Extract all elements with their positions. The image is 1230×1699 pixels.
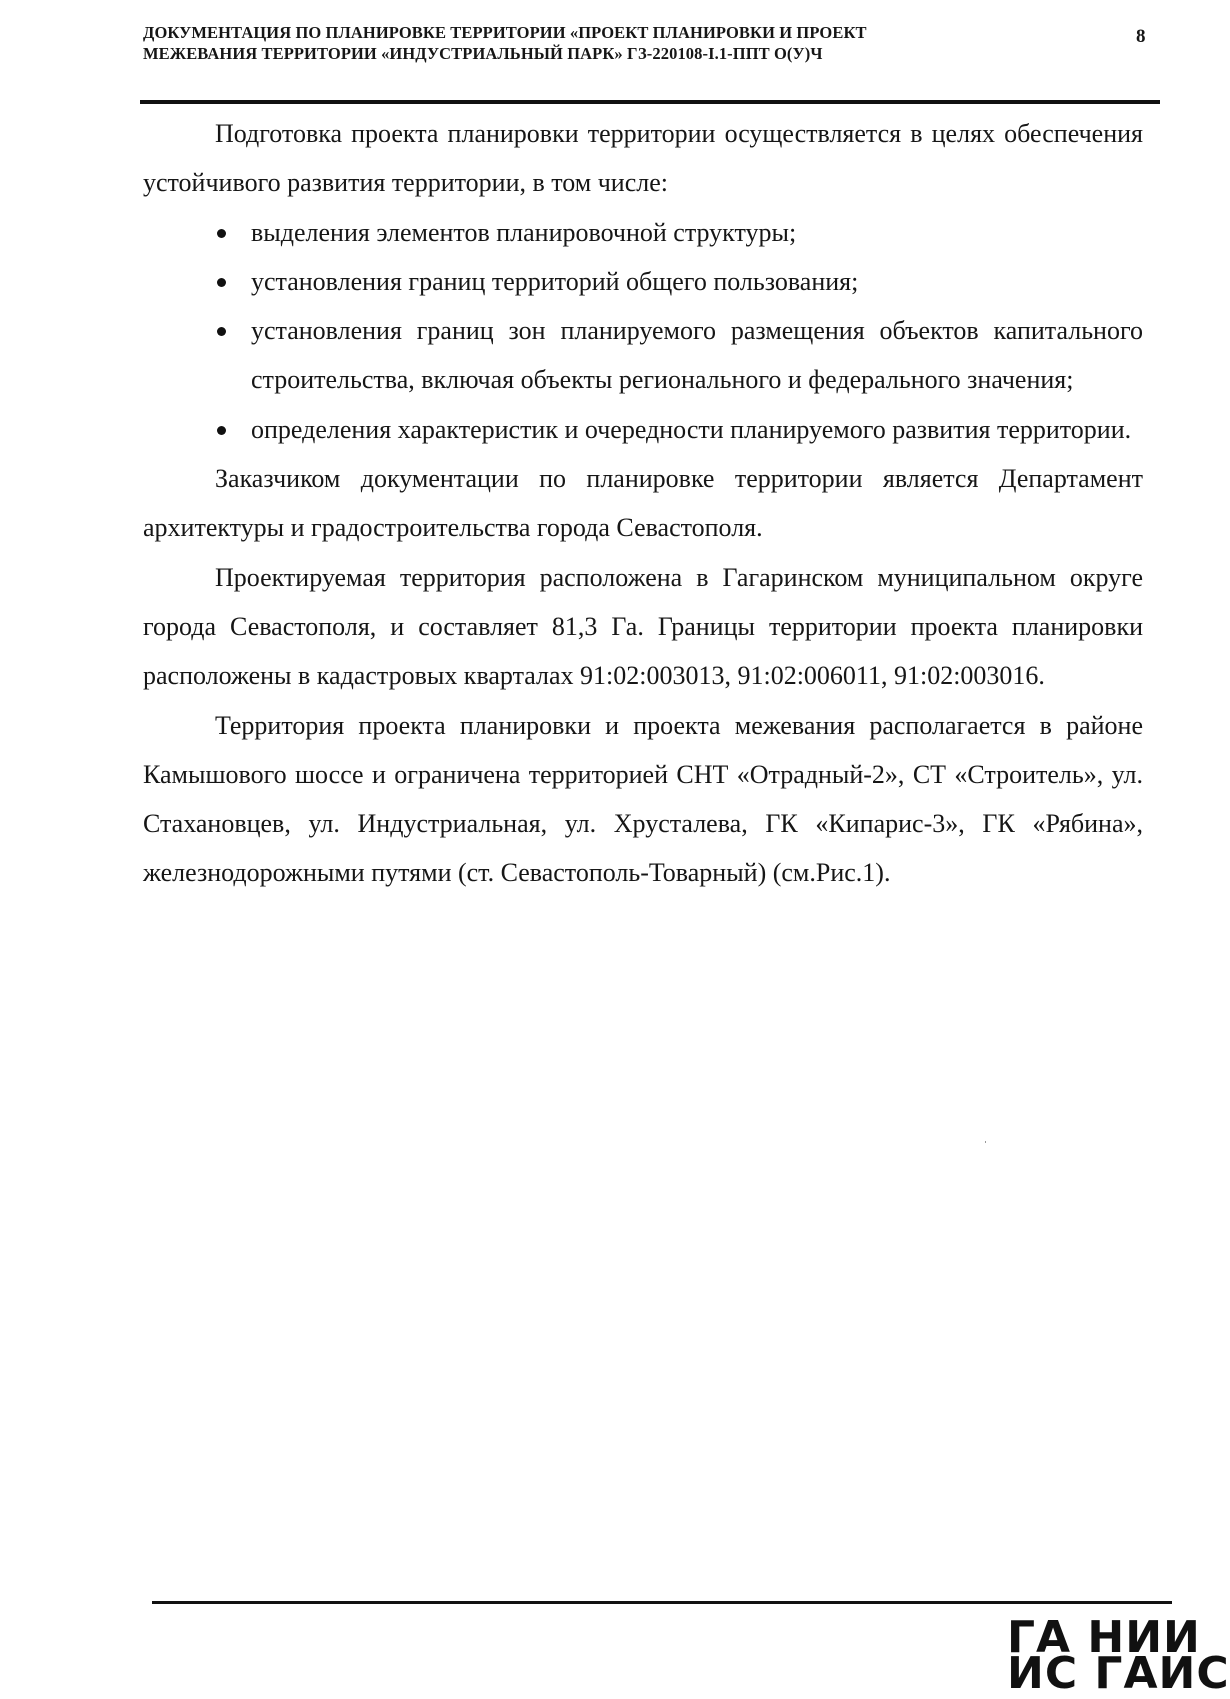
organization-logo bbox=[1007, 1612, 1230, 1699]
document-body bbox=[143, 109, 1143, 898]
header-title-line-1: ДОКУМЕНТАЦИЯ ПО ПЛАНИРОВКЕ ТЕРРИТОРИИ «ПРОЕКТ ПЛАНИРОВКИ И ПРОЕКТ bbox=[143, 23, 867, 42]
header-divider bbox=[140, 100, 1160, 104]
list-item-text: определения характеристик и очередности планируемого развития территории. bbox=[251, 414, 1132, 444]
header-title-line-2: МЕЖЕВАНИЯ ТЕРРИТОРИИ «ИНДУСТРИАЛЬНЫЙ ПАРК» ГЗ-220108-I.1-ППТ О(У)Ч bbox=[143, 44, 823, 63]
list-item bbox=[143, 306, 1143, 405]
list-item-text: установления границ зон планируемого размещения объектов капитального строительства, включая объекты регионального и федерального значения; bbox=[251, 316, 1143, 395]
boundaries-paragraph: Территория проекта планировки и проекта межевания располагается в районе Камышового шоссе и ограничена территорией СНТ «Отрадный-2», СТ «Строитель», ул. Стахановцев, ул. Индустриальная, ул. Хрусталева, ГК «Кипарис-3», ГК «Рябина», железнодорожными путями (ст. Севастополь-Товарный) (см.Рис.1). bbox=[143, 710, 1143, 888]
bullet-icon bbox=[217, 327, 226, 336]
purpose-list bbox=[143, 208, 1143, 454]
intro-paragraph: Подготовка проекта планировки территории осуществляется в целях обеспечения устойчивого развития территории, в том числе: bbox=[143, 119, 1143, 198]
document-header bbox=[143, 22, 1023, 64]
logo-line-1: ГА НИИ bbox=[1007, 1612, 1201, 1663]
customer-paragraph: Заказчиком документации по планировке территории является Департамент архитектуры и градостроительства города Севастополя. bbox=[143, 464, 1143, 543]
scan-artifact bbox=[985, 1141, 986, 1143]
list-item bbox=[143, 208, 1143, 257]
bullet-icon bbox=[217, 229, 226, 238]
location-paragraph: Проектируемая территория расположена в Гагаринском муниципальном округе города Севастополя, и составляет 81,3 Га. Границы территории проекта планировки расположены в кадастровых кварталах 91:02:003013, 91:02:006011, 91:02:003016. bbox=[143, 562, 1143, 691]
list-item-text: установления границ территорий общего пользования; bbox=[251, 266, 859, 296]
logo-line-2: ИС ГАИС bbox=[1007, 1648, 1230, 1699]
list-item bbox=[143, 257, 1143, 306]
list-item-text: выделения элементов планировочной структуры; bbox=[251, 217, 797, 247]
bullet-icon bbox=[217, 426, 226, 435]
footer-divider bbox=[152, 1601, 1172, 1604]
page-number: 8 bbox=[1136, 26, 1146, 47]
bullet-icon bbox=[217, 278, 226, 287]
list-item bbox=[143, 405, 1143, 454]
